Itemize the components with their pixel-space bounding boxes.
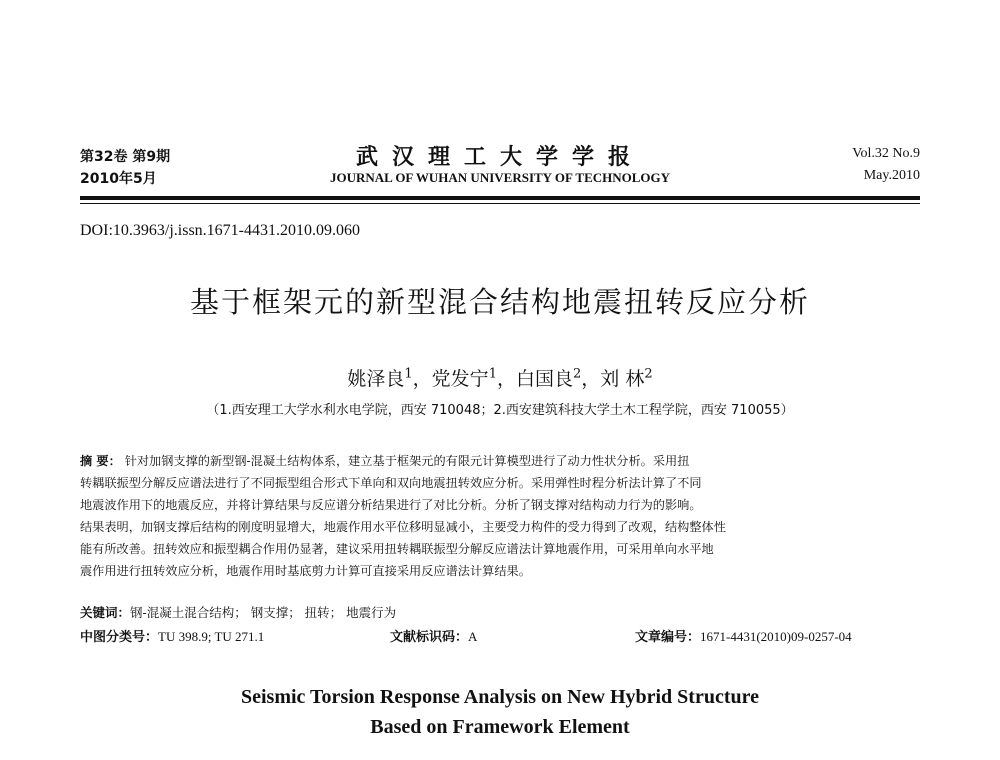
doi[interactable]: DOI:10.3963/j.issn.1671-4431.2010.09.060 bbox=[80, 222, 360, 239]
volume-issue-en: Vol.32 No.9 bbox=[852, 146, 920, 161]
header-rule-thin bbox=[80, 203, 920, 204]
date-en: May.2010 bbox=[863, 168, 920, 183]
paper-title-en-line2: Based on Framework Element bbox=[370, 716, 630, 738]
date-cn: 2010年5月 bbox=[80, 171, 157, 187]
paper-title-en-line1: Seismic Torsion Response Analysis on New Hybrid Structure bbox=[240, 686, 760, 708]
volume-issue-cn: 第32卷 第9期 bbox=[80, 149, 171, 165]
author-name: 党发宁 bbox=[431, 368, 489, 390]
abstract-line: 能有所改善。扭转效应和振型耦合作用仍显著，建议采用扭转耦联振型分解反应谱法计算地震作用，可采用单向水平地 bbox=[80, 542, 714, 556]
keywords bbox=[80, 603, 396, 621]
abstract-line bbox=[80, 450, 905, 472]
author-name: 刘 林 bbox=[600, 368, 645, 390]
classification bbox=[80, 626, 264, 645]
article-number-label: 文章编号： bbox=[635, 630, 701, 645]
abstract bbox=[80, 450, 905, 582]
author-affiliation-mark: 2 bbox=[644, 366, 653, 382]
abstract-text: 针对加钢支撑的新型钢-混凝土结构体系，建立基于框架元的有限元计算模型进行了动力性状分析。采用扭 bbox=[124, 454, 690, 468]
affiliations: （1.西安理工大学水利水电学院，西安 710048；2.西安建筑科技大学土木工程学院，西安 710055） bbox=[206, 403, 794, 418]
paper-title-en bbox=[80, 682, 920, 742]
article-number bbox=[635, 626, 852, 645]
header-rule-thick bbox=[80, 196, 920, 200]
abstract-line: 震作用进行扭转效应分析，地震作用时基底剪力计算可直接采用反应谱法计算结果。 bbox=[80, 564, 531, 578]
abstract-line: 转耦联振型分解反应谱法进行了不同振型组合形式下单向和双向地震扭转效应分析。采用弹性时程分析法计算了不同 bbox=[80, 476, 702, 490]
paper-title-cn: 基于框架元的新型混合结构地震扭转反应分析 bbox=[189, 285, 810, 319]
keywords-value: 钢-混凝土混合结构； 钢支撑； 扭转； 地震行为 bbox=[130, 605, 397, 620]
author-name: 白国良 bbox=[515, 368, 573, 390]
author-affiliation-mark: 2 bbox=[573, 366, 582, 382]
author-affiliation-mark: 1 bbox=[404, 366, 413, 382]
keywords-label: 关键词： bbox=[80, 605, 131, 620]
author-separator: ， bbox=[581, 368, 601, 390]
journal-title-en: JOURNAL OF WUHAN UNIVERSITY OF TECHNOLOGY bbox=[329, 170, 671, 185]
classification-label: 中图分类号： bbox=[80, 630, 159, 645]
journal-title-cn: 武汉理工大学学报 bbox=[355, 144, 644, 170]
document-code-label: 文献标识码： bbox=[390, 630, 469, 645]
author-affiliation-mark: 1 bbox=[488, 366, 497, 382]
author-name: 姚泽良 bbox=[347, 368, 405, 390]
author-list bbox=[80, 364, 920, 391]
author-separator: ， bbox=[496, 368, 516, 390]
abstract-line: 结果表明，加钢支撑后结构的刚度明显增大，地震作用水平位移明显减小，主要受力构件的受力得到了改观，结构整体性 bbox=[80, 520, 726, 534]
document-code bbox=[390, 626, 477, 645]
abstract-line: 地震波作用下的地震反应，并将计算结果与反应谱分析结果进行了对比分析。分析了钢支撑对结构动力行为的影响。 bbox=[80, 498, 702, 512]
document-code-value: A bbox=[468, 629, 478, 644]
abstract-label: 摘 要： bbox=[80, 454, 121, 468]
classification-value: TU 398.9; TU 271.1 bbox=[158, 629, 265, 644]
author-separator: ， bbox=[412, 368, 432, 390]
article-number-value: 1671-4431(2010)09-0257-04 bbox=[700, 629, 852, 644]
